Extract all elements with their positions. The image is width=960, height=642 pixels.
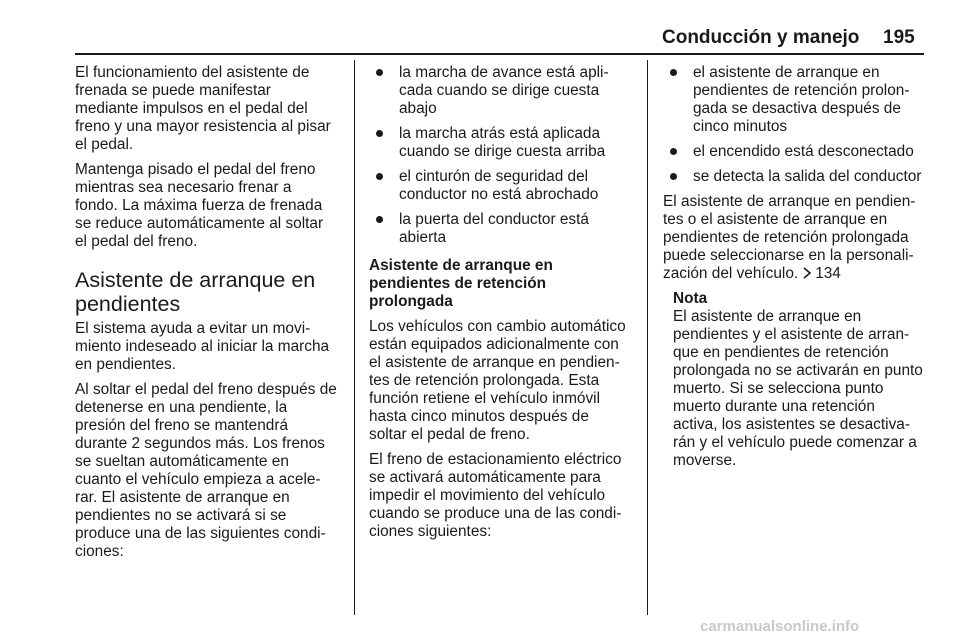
text-line: rar. El asistente de arranque en <box>75 489 290 506</box>
paragraph-system-intro <box>75 320 347 374</box>
list-item <box>369 125 641 161</box>
heading-line: prolongada <box>369 293 453 310</box>
list-item <box>369 168 641 204</box>
list-item <box>663 143 933 161</box>
text-fragment: zación del vehículo. <box>663 265 799 282</box>
text-line: mediante impulsos en el pedal del <box>75 100 308 117</box>
paragraph-personalization <box>663 193 933 283</box>
text-line: impedir el movimiento del vehículo <box>369 487 606 504</box>
list-item <box>369 64 641 118</box>
text-line: puede seleccionarse en la personali‐ <box>663 247 914 264</box>
page-reference-icon <box>801 267 813 279</box>
heading-line: Asistente de arranque en <box>75 268 316 292</box>
list-item <box>663 64 933 136</box>
column-1 <box>75 64 347 568</box>
text-line: están equipados adicionalmente con <box>369 336 619 353</box>
header-title: Conducción y manejo <box>662 27 860 48</box>
text-line: mientras sea necesario frenar a <box>75 179 292 196</box>
bullet-icon <box>670 148 677 155</box>
text-line: muerto durante una retención <box>673 398 875 415</box>
text-line: abajo <box>399 100 437 117</box>
section-heading-extended-hold <box>369 257 641 311</box>
text-line: se sueltan automáticamente en <box>75 453 289 470</box>
text-line <box>663 265 933 283</box>
watermark: carmanualsonline.info <box>700 618 860 635</box>
text-line: Mantenga pisado el pedal del freno <box>75 161 316 178</box>
text-line: la marcha atrás está aplicada <box>399 125 601 142</box>
text-line: durante 2 segundos más. Los frenos <box>75 435 325 452</box>
text-line: que en pendientes de retención <box>673 344 889 361</box>
note-box <box>663 290 933 470</box>
text-line: Al soltar el pedal del freno después de <box>75 381 337 398</box>
text-line: el encendido está desconectado <box>693 143 914 160</box>
text-line: activa, los asistentes se desactiva‐ <box>673 416 910 433</box>
text-line: El freno de estacionamiento eléctrico <box>369 451 622 468</box>
text-line: el asistente de arranque en pendien‐ <box>369 354 620 371</box>
text-line: produce una de las siguientes condi‐ <box>75 525 326 542</box>
text-line: presión del freno se mantendrá <box>75 417 289 434</box>
section-heading-hill-start-assist <box>75 268 347 316</box>
text-line: frenada se puede manifestar <box>75 82 271 99</box>
parking-brake-conditions-list <box>663 64 933 186</box>
text-line: el pedal del freno. <box>75 233 198 250</box>
paragraph-automatic-transmission <box>369 318 641 444</box>
column-3 <box>663 64 933 470</box>
heading-line: pendientes de retención <box>369 275 547 292</box>
text-line: el cinturón de seguridad del <box>399 168 589 185</box>
bullet-icon <box>376 173 383 180</box>
bullet-icon <box>670 173 677 180</box>
column-divider-2 <box>647 60 648 615</box>
text-line: pendientes no se activará si se <box>75 507 287 524</box>
text-line: muerto. Si se selecciona punto <box>673 380 884 397</box>
conditions-list <box>369 64 641 247</box>
text-line: cuando se produce una de las condi‐ <box>369 505 622 522</box>
bullet-icon <box>376 216 383 223</box>
text-line: pendientes y el asistente de arran‐ <box>673 326 910 343</box>
header-rule <box>75 53 924 55</box>
paragraph-hold-brake <box>75 161 347 251</box>
paragraph-release-brake <box>75 381 347 561</box>
text-line: miento indeseado al iniciar la marcha <box>75 338 330 355</box>
text-line: pendientes de retención prolongada <box>663 229 909 246</box>
text-line: abierta <box>399 229 447 246</box>
text-line: se activará automáticamente para <box>369 469 601 486</box>
text-line: rán y el vehículo puede comenzar a <box>673 434 917 451</box>
paragraph-brake-assist <box>75 64 347 154</box>
text-line: gada se desactiva después de <box>693 100 901 117</box>
text-line: Los vehículos con cambio automático <box>369 318 626 335</box>
text-line: cada cuando se dirige cuesta <box>399 82 600 99</box>
text-line: detenerse en una pendiente, la <box>75 399 288 416</box>
text-line: El sistema ayuda a evitar un movi‐ <box>75 320 311 337</box>
text-line: El asistente de arranque en <box>673 308 862 325</box>
paragraph-parking-brake <box>369 451 641 541</box>
text-line: El funcionamiento del asistente de <box>75 64 310 81</box>
text-line: tes de retención prolongada. Esta <box>369 372 600 389</box>
bullet-icon <box>376 69 383 76</box>
bullet-icon <box>670 69 677 76</box>
text-line: conductor no está abrochado <box>399 186 599 203</box>
text-line: soltar el pedal de freno. <box>369 426 530 443</box>
heading-line: pendientes <box>75 292 181 316</box>
text-line: El asistente de arranque en pendien‐ <box>663 193 916 210</box>
text-line: cinco minutos <box>693 118 788 135</box>
text-line: el asistente de arranque en <box>693 64 880 81</box>
text-line: pendientes de retención prolon‐ <box>693 82 910 99</box>
text-line: cuando se dirige cuesta arriba <box>399 143 606 160</box>
column-2 <box>369 64 641 548</box>
text-line: en pendientes. <box>75 356 176 373</box>
text-line: hasta cinco minutos después de <box>369 408 589 425</box>
text-line: se reduce automáticamente al soltar <box>75 215 324 232</box>
page-reference-link[interactable]: 134 <box>815 265 841 282</box>
text-line: moverse. <box>673 452 737 469</box>
text-line: fondo. La máxima fuerza de frenada <box>75 197 323 214</box>
text-line: cuanto el vehículo empieza a acele‐ <box>75 471 321 488</box>
bullet-icon <box>376 130 383 137</box>
column-divider-1 <box>354 60 355 615</box>
text-line: la puerta del conductor está <box>399 211 589 228</box>
text-line: tes o el asistente de arranque en <box>663 211 888 228</box>
list-item <box>663 168 933 186</box>
text-line: prolongada no se activarán en punto <box>673 362 923 379</box>
page-number: 195 <box>883 27 915 48</box>
text-line: el pedal. <box>75 136 134 153</box>
text-line: freno y una mayor resistencia al pisar <box>75 118 331 135</box>
text-line: la marcha de avance está apli‐ <box>399 64 609 81</box>
heading-line: Asistente de arranque en <box>369 257 553 274</box>
text-line: función retiene el vehículo inmóvil <box>369 390 600 407</box>
text-line: ciones siguientes: <box>369 523 492 540</box>
text-line: ciones: <box>75 543 124 560</box>
note-label: Nota <box>673 290 708 307</box>
list-item <box>369 211 641 247</box>
text-line: se detecta la salida del conductor <box>693 168 922 185</box>
